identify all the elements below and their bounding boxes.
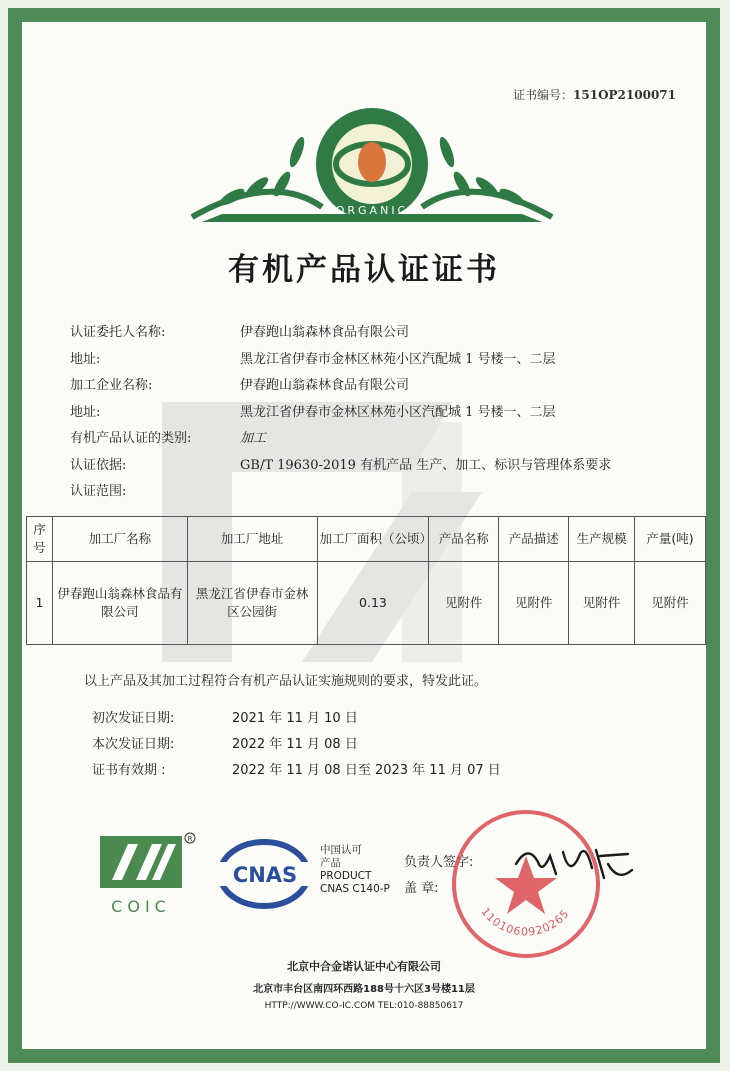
issuer-name: 北京中合金诺认证中心有限公司: [287, 960, 441, 973]
info-label: 有机产品认证的类别:: [70, 431, 192, 446]
date-label: 本次发证日期:: [92, 737, 175, 752]
date-value: 2021 年 11 月 10 日: [232, 711, 358, 726]
table-header-cell: 加工厂面积（公顷）: [317, 517, 429, 562]
info-value: 伊春跑山翁森林食品有限公司: [240, 325, 410, 340]
table-header-cell: 加工厂名称: [52, 517, 187, 562]
info-label: 加工企业名称:: [70, 378, 153, 393]
table-header-cell: 加工厂地址: [187, 517, 317, 562]
info-row: [70, 426, 611, 453]
info-label: 地址:: [70, 404, 101, 420]
info-value: GB/T 19630-2019 有机产品 生产、加工、标识与管理体系要求: [240, 457, 612, 473]
table-cell: 0.13: [317, 562, 429, 645]
conformity-statement: 以上产品及其加工过程符合有机产品认证实施规则的要求，特发此证。: [84, 674, 488, 689]
table-header-cell: 产量(吨): [635, 517, 706, 562]
table-header-row: [27, 517, 706, 562]
handwritten-signature: [508, 834, 638, 894]
table-cell: 见附件: [569, 562, 635, 645]
info-row: [70, 479, 611, 506]
info-row: [70, 453, 611, 480]
stamp-label: 盖 章:: [404, 881, 439, 896]
cnas-caption: [320, 844, 390, 896]
info-value: 伊春跑山翁森林食品有限公司: [240, 378, 410, 393]
info-value: 黑龙江省伊春市金林区林苑小区汽配城 1 号楼一、二层: [240, 351, 556, 367]
cnas-line: CNAS C140-P: [320, 883, 390, 895]
organic-product-logo: [172, 102, 572, 232]
certificate-number-label: 证书编号：: [513, 88, 574, 102]
info-label: 认证依据:: [70, 457, 127, 473]
issuer-address: 北京市丰台区南四环西路188号十六区3号楼11层: [253, 984, 475, 995]
table-cell: 见附件: [635, 562, 706, 645]
certificate-info: [70, 320, 611, 506]
table-header-cell: 产品名称: [429, 517, 499, 562]
organic-ring-text: ORGANIC: [335, 204, 409, 217]
info-value: 加工: [240, 431, 267, 446]
cnas-line: PRODUCT: [320, 870, 372, 882]
info-row: [70, 373, 611, 400]
coic-text: COIC: [111, 897, 171, 916]
date-value: 2022 年 11 月 08 日: [232, 737, 358, 752]
cnas-line: 产品: [320, 857, 341, 869]
cnas-text: CNAS: [232, 863, 298, 887]
date-label: 初次发证日期:: [92, 711, 175, 726]
svg-text:R: R: [187, 835, 193, 843]
certificate-number-value: 151OP2100071: [573, 88, 676, 102]
table-header-cell: 生产规模: [569, 517, 635, 562]
certificate-number: [513, 86, 676, 103]
certificate-page: [22, 22, 706, 1049]
info-row: [70, 320, 611, 347]
table-cell: 见附件: [429, 562, 499, 645]
table-header-cell: 序号: [27, 517, 53, 562]
issuer-footer: [22, 958, 706, 1011]
seal-number: 1101060920265: [478, 905, 573, 939]
table-cell: 黑龙江省伊春市金林区公园街: [187, 562, 317, 645]
table-cell: 伊春跑山翁森林食品有限公司: [52, 562, 187, 645]
signer-label: 负责人签字:: [404, 855, 474, 870]
table-cell: 见附件: [499, 562, 569, 645]
table-row: [27, 562, 706, 645]
info-label: 地址:: [70, 351, 101, 367]
table-cell: 1: [27, 562, 53, 645]
date-value: 2022 年 11 月 08 日至 2023 年 11 月 07 日: [232, 763, 501, 778]
date-row: [92, 706, 501, 732]
info-label: 认证委托人名称:: [70, 325, 166, 340]
info-row: [70, 347, 611, 374]
info-row: [70, 400, 611, 427]
product-table: [26, 516, 706, 645]
table-header-cell: 产品描述: [499, 517, 569, 562]
issuer-contact: HTTP://WWW.CO-IC.COM TEL:010-88850617: [264, 1001, 464, 1011]
certificate-dates: [92, 706, 501, 784]
info-value: 黑龙江省伊春市金林区林苑小区汽配城 1 号楼一、二层: [240, 404, 556, 420]
svg-text:1101060920265: [478, 905, 572, 938]
info-label: 认证范围:: [70, 484, 127, 499]
cnas-line: 中国认可: [320, 844, 362, 856]
coic-logo: [92, 830, 202, 920]
date-row: [92, 732, 501, 758]
certificate-title: 有机产品认证证书: [228, 252, 500, 288]
certificate-border: [8, 8, 720, 1063]
date-label: 证书有效期 :: [92, 763, 166, 778]
date-row: [92, 758, 501, 784]
